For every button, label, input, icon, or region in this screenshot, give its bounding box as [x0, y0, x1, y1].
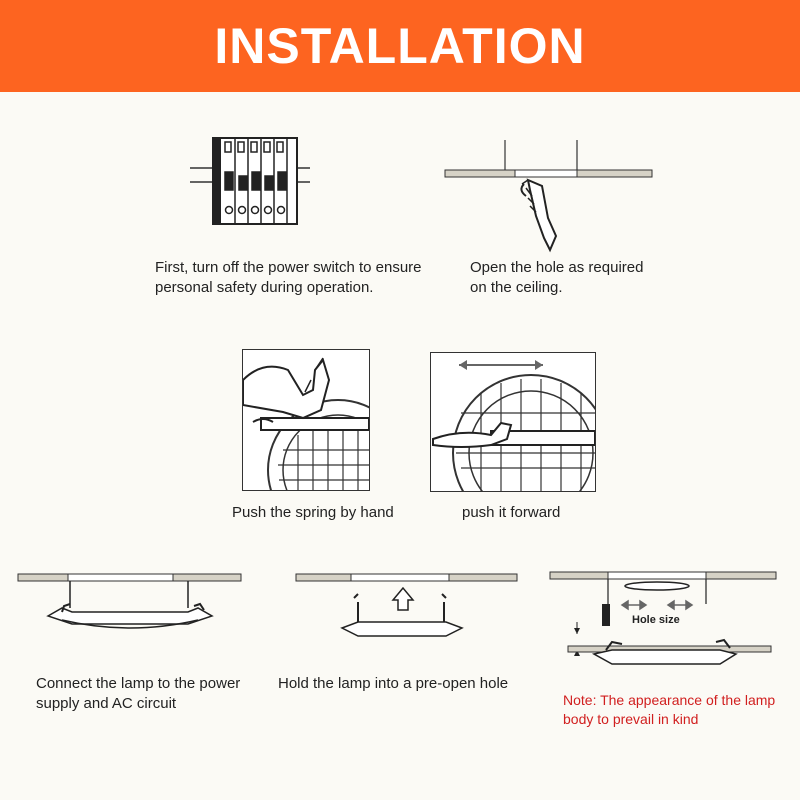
saw-icon — [440, 138, 660, 253]
step-4-caption: push it forward — [462, 504, 561, 521]
hole-size-label: Hole size — [632, 614, 680, 626]
lamp-insert-illustration — [296, 572, 518, 647]
circuit-breaker-icon — [185, 130, 315, 230]
note-text: Note: The appearance of the lamp body to prevail in kind — [563, 692, 776, 727]
step-3-caption: Push the spring by hand — [232, 504, 394, 521]
hand-spring-illustration — [242, 349, 370, 491]
lamp-wiring-illustration — [18, 572, 243, 647]
step-6-caption: Hold the lamp into a pre-open hole — [278, 675, 509, 692]
header-banner — [0, 0, 800, 92]
step-5-caption: Connect the lamp to the power supply and AC circuit — [36, 675, 241, 712]
step-1-caption: First, turn off the power switch to ensure personal safety during operation. — [155, 259, 422, 296]
page-title: INSTALLATION — [214, 18, 586, 74]
step-2-caption: Open the hole as required on the ceiling. — [470, 259, 644, 296]
spring-forward-illustration — [430, 352, 596, 492]
